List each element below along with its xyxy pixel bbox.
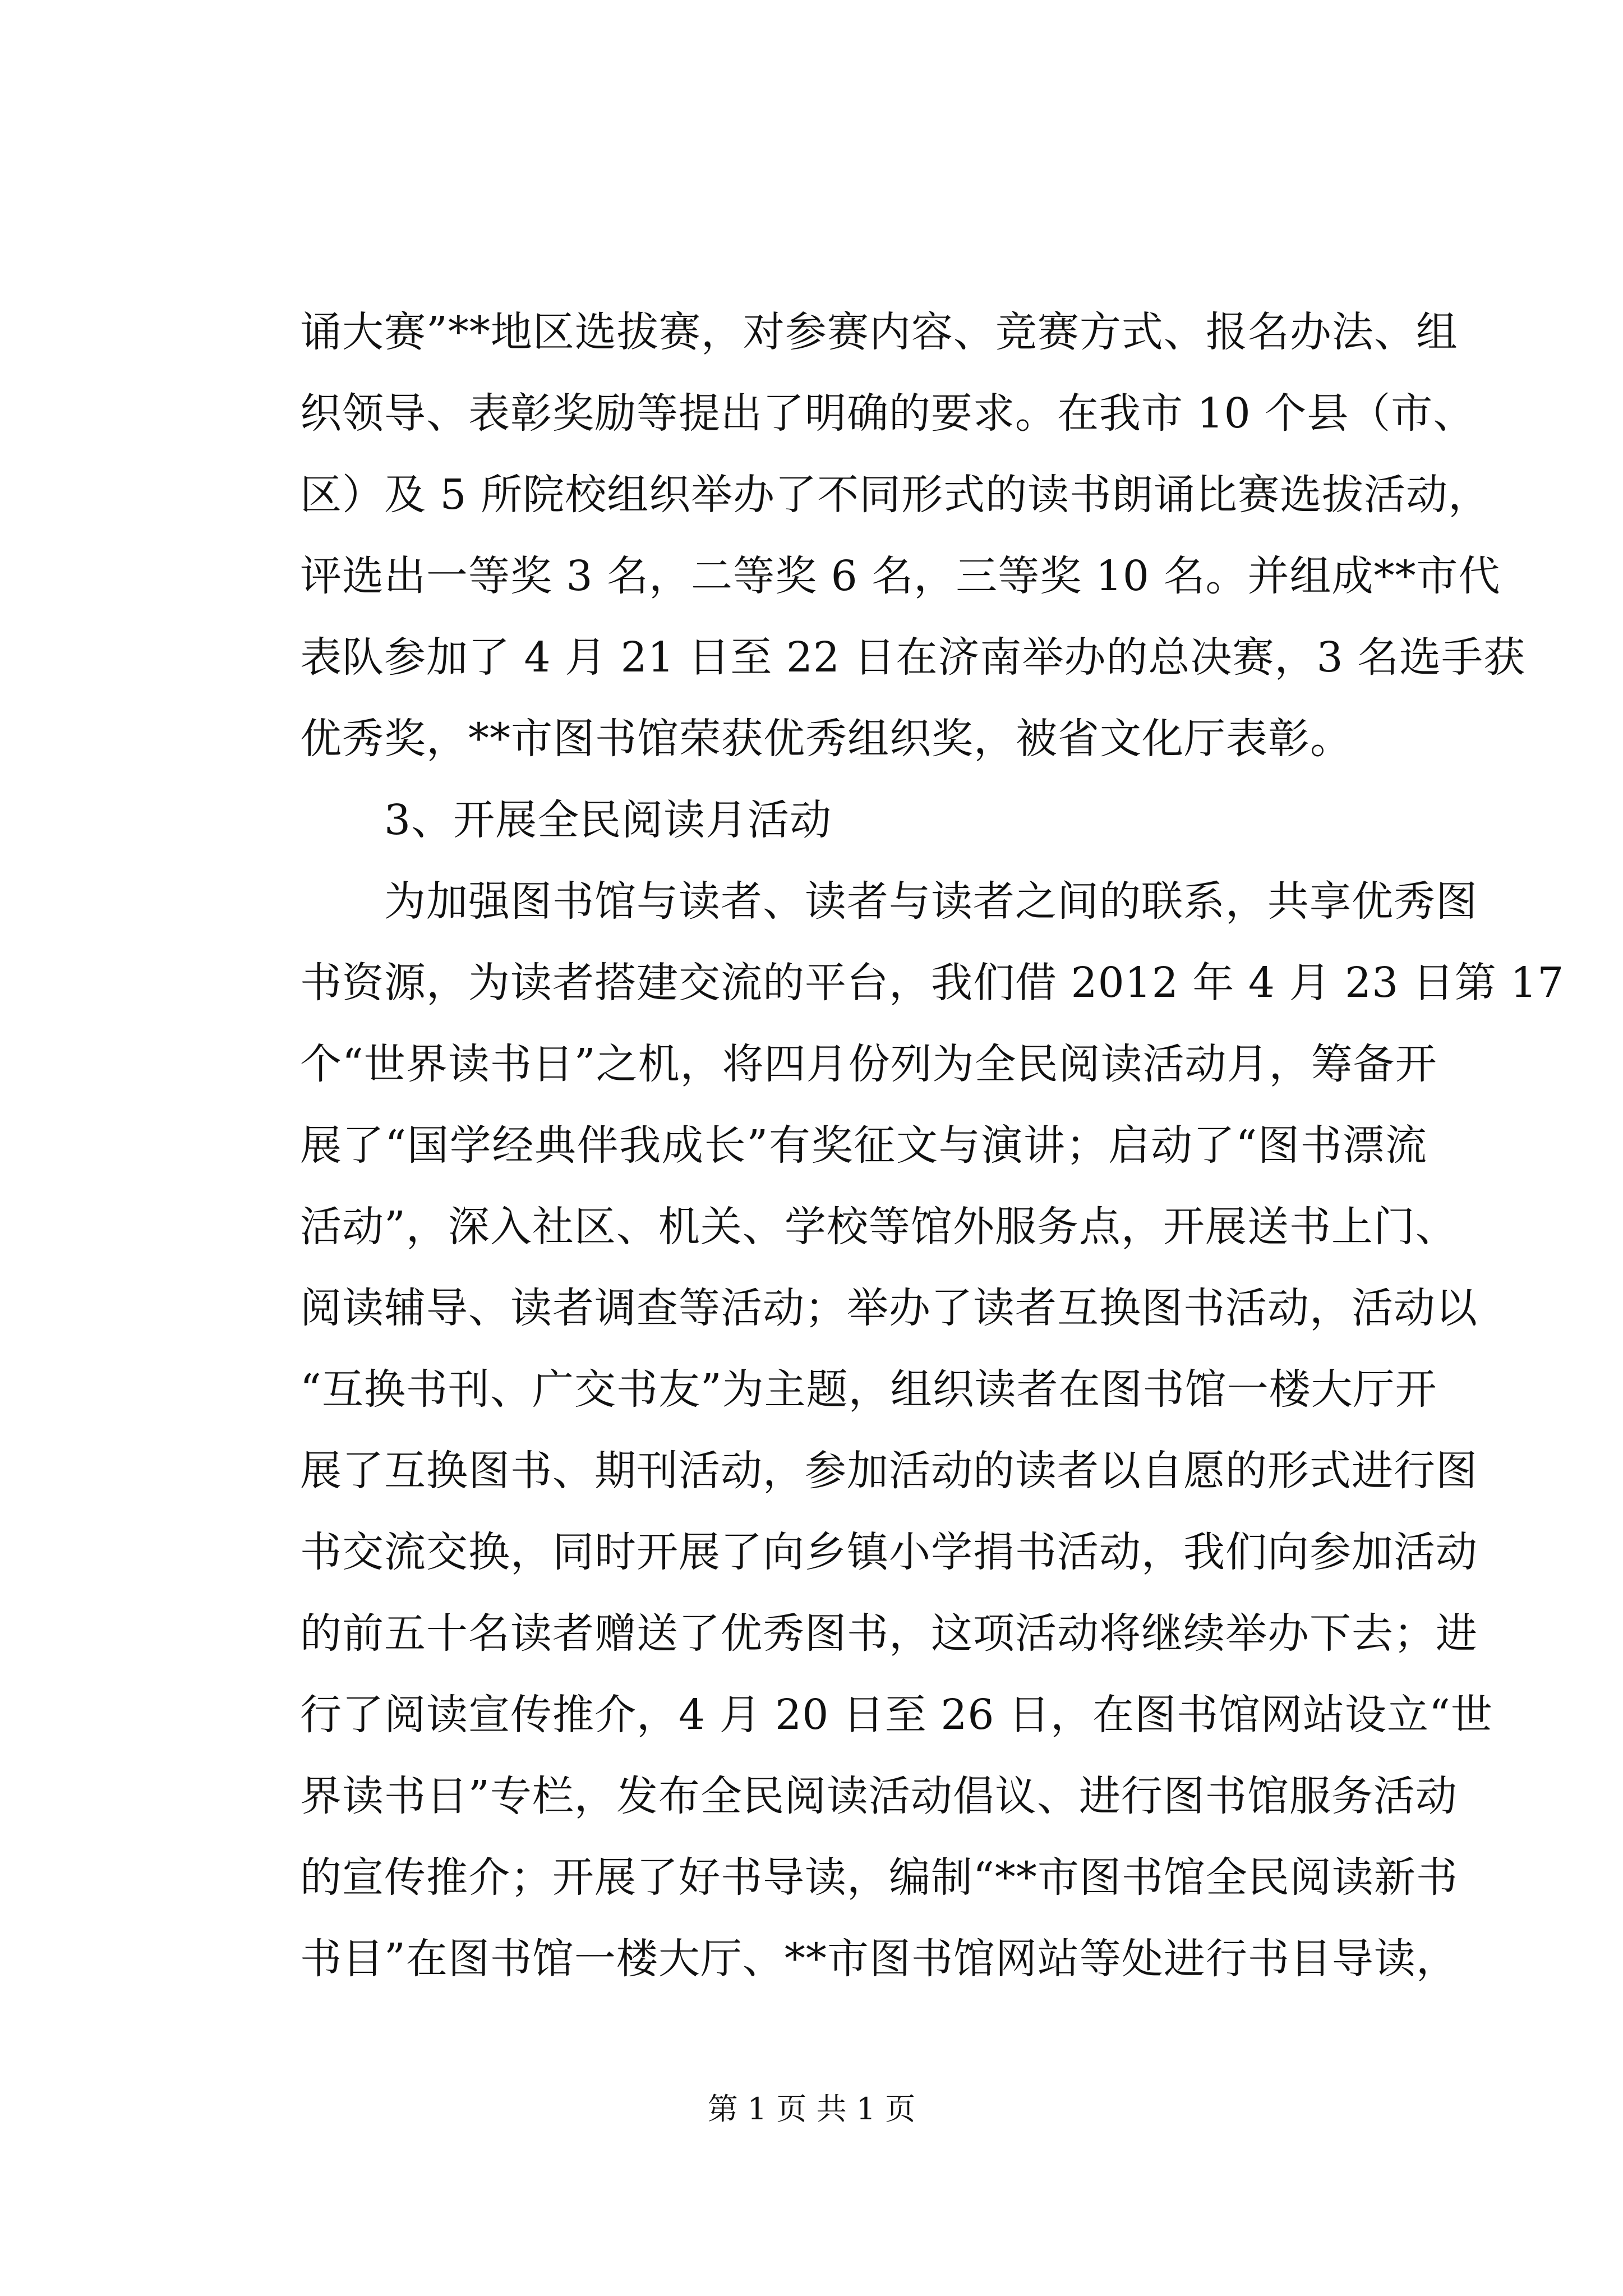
text-line: 区）及 5 所院校组织举办了不同形式的读书朗诵比赛选拔活动， — [300, 471, 1491, 519]
text-line: 展了互换图书、期刊活动，参加活动的读者以自愿的形式进行图 — [300, 1447, 1478, 1495]
body-text — [300, 292, 1565, 2000]
text-line: 活动”，深入社区、机关、学校等馆外服务点，开展送书上门、 — [300, 1203, 1458, 1251]
text-line: 为加强图书馆与读者、读者与读者之间的联系，共享优秀图 — [384, 877, 1478, 926]
text-line: “互换书刊、广交书友”为主题，组织读者在图书馆一楼大厅开 — [300, 1365, 1437, 1414]
text-line: 表队参加了 4 月 21 日至 22 日在济南举办的总决赛，3 名选手获 — [300, 633, 1526, 682]
text-line: 书目”在图书馆一楼大厅、**市图书馆网站等处进行书目导读， — [300, 1935, 1458, 1983]
text-line: 书交流交换，同时开展了向乡镇小学捐书活动，我们向参加活动 — [300, 1528, 1478, 1576]
text-line: 的宣传推介；开展了好书导读，编制“**市图书馆全民阅读新书 — [300, 1853, 1458, 1902]
text-line: 诵大赛”**地区选拔赛，对参赛内容、竞赛方式、报名办法、组 — [300, 308, 1458, 356]
text-line: 行了阅读宣传推介，4 月 20 日至 26 日，在图书馆网站设立“世 — [300, 1691, 1493, 1739]
text-line: 优秀奖，**市图书馆荣获优秀组织奖，被省文化厅表彰。 — [300, 715, 1352, 763]
text-line: 个“世界读书日”之机，将四月份列为全民阅读活动月，筹备开 — [300, 1040, 1437, 1088]
section-heading: 3、开展全民阅读月活动 — [384, 796, 832, 844]
text-line: 书资源，为读者搭建交流的平台，我们借 2012 年 4 月 23 日第 17 — [300, 959, 1565, 1007]
text-line: 评选出一等奖 3 名，二等奖 6 名，三等奖 10 名。并组成**市代 — [300, 552, 1501, 600]
page-footer: 第 1 页 共 1 页 — [707, 2091, 916, 2127]
text-line: 织领导、表彰奖励等提出了明确的要求。在我市 10 个县（市、 — [300, 389, 1476, 438]
text-line: 阅读辅导、读者调查等活动；举办了读者互换图书活动，活动以 — [300, 1284, 1478, 1332]
text-line: 展了“国学经典伴我成长”有奖征文与演讲；启动了“图书漂流 — [300, 1121, 1427, 1170]
text-line: 界读书日”专栏，发布全民阅读活动倡议、进行图书馆服务活动 — [300, 1772, 1458, 1820]
text-line: 的前五十名读者赠送了优秀图书，这项活动将继续举办下去；进 — [300, 1609, 1478, 1658]
